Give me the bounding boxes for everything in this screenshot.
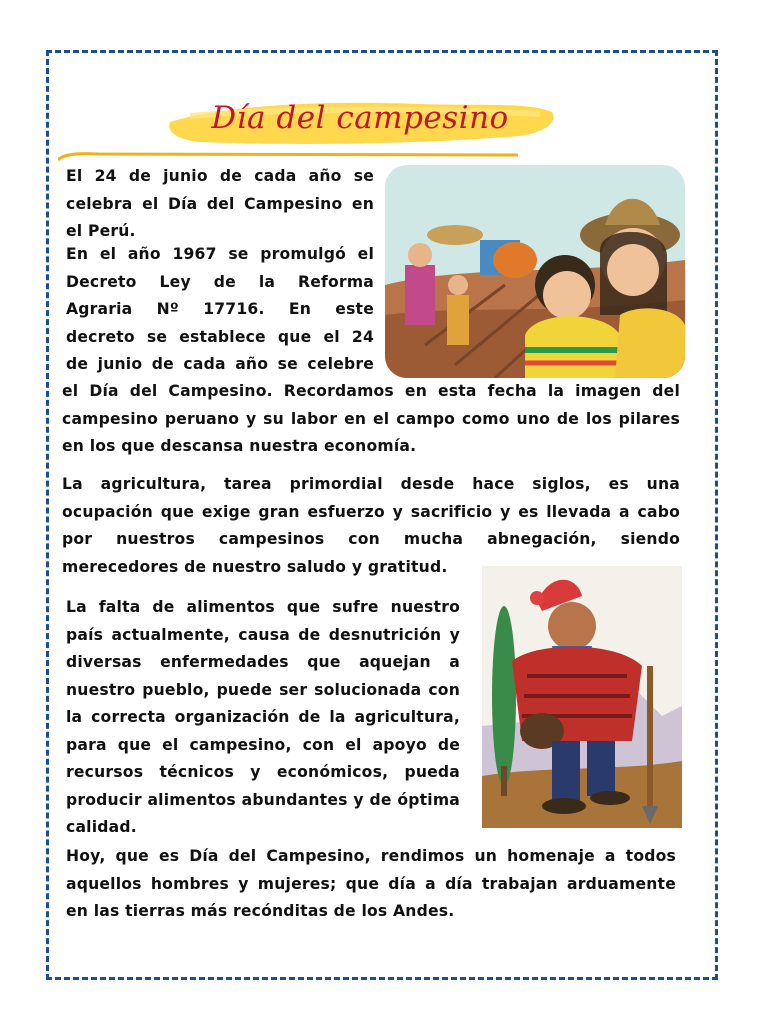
text-line: calidad. [66, 818, 137, 836]
text-line: el Perú. [66, 222, 136, 240]
text-line: merecedores de nuestro saludo y gratitud. [62, 557, 448, 576]
text-line: El 24 de junio de cada año se [66, 167, 374, 185]
text-line: La agricultura, tarea primordial desde hace siglos, es una [62, 475, 680, 493]
paragraph-homage [66, 843, 676, 926]
text-line: campesino peruano y su labor en el campo como uno de los pilares [62, 409, 680, 428]
text-line: En el año 1967 se promulgó el [66, 245, 374, 263]
text-line: de junio de cada año se celebre [66, 355, 374, 373]
text-line: La falta de alimentos que sufre nuestro [66, 598, 460, 616]
page-title: Día del campesino [211, 100, 509, 136]
text-line: recursos técnicos y económicos, pueda [66, 763, 460, 781]
text-line: Hoy, que es Día del Campesino, rendimos un homenaje a todos [66, 847, 676, 865]
text-line: para que el campesino, con el apoyo de [66, 735, 460, 754]
paragraph-intro [66, 163, 374, 246]
text-line: ocupación que exige gran esfuerzo y sacrificio y es llevada a cabo [62, 502, 680, 521]
campesino-poncho-illustration [482, 566, 682, 828]
title-banner [160, 92, 560, 152]
paragraph-food-shortage [66, 594, 460, 842]
paragraph-decree [66, 241, 374, 379]
paragraph-agriculture [62, 471, 680, 581]
text-line: celebra el Día del Campesino en [66, 194, 374, 213]
text-line: país actualmente, causa de desnutrición y [66, 625, 460, 644]
text-line: en los que descansa nuestra economía. [62, 437, 417, 455]
text-line: decreto se establece que el 24 [66, 327, 374, 346]
text-line: Agraria Nº 17716. En este [66, 300, 374, 318]
text-line: la correcta organización de la agricultura, [66, 708, 460, 726]
text-line: el Día del Campesino. Recordamos en esta fecha la imagen del [62, 382, 680, 400]
text-line: por nuestros campesinos con mucha abnegación, siendo [62, 530, 680, 548]
gold-underline [58, 152, 518, 162]
children-harvest-illustration [385, 165, 685, 378]
paragraph-decree-continued [62, 378, 680, 461]
text-line: Decreto Ley de la Reforma [66, 272, 374, 291]
text-line: diversas enfermedades que aquejan a [66, 653, 460, 671]
text-line: producir alimentos abundantes y de óptima [66, 790, 460, 809]
text-line: en las tierras más recónditas de los Andes. [66, 902, 455, 920]
text-line: nuestro pueblo, puede ser solucionada con [66, 680, 460, 699]
text-line: aquellos hombres y mujeres; que día a día trabajan arduamente [66, 874, 676, 893]
